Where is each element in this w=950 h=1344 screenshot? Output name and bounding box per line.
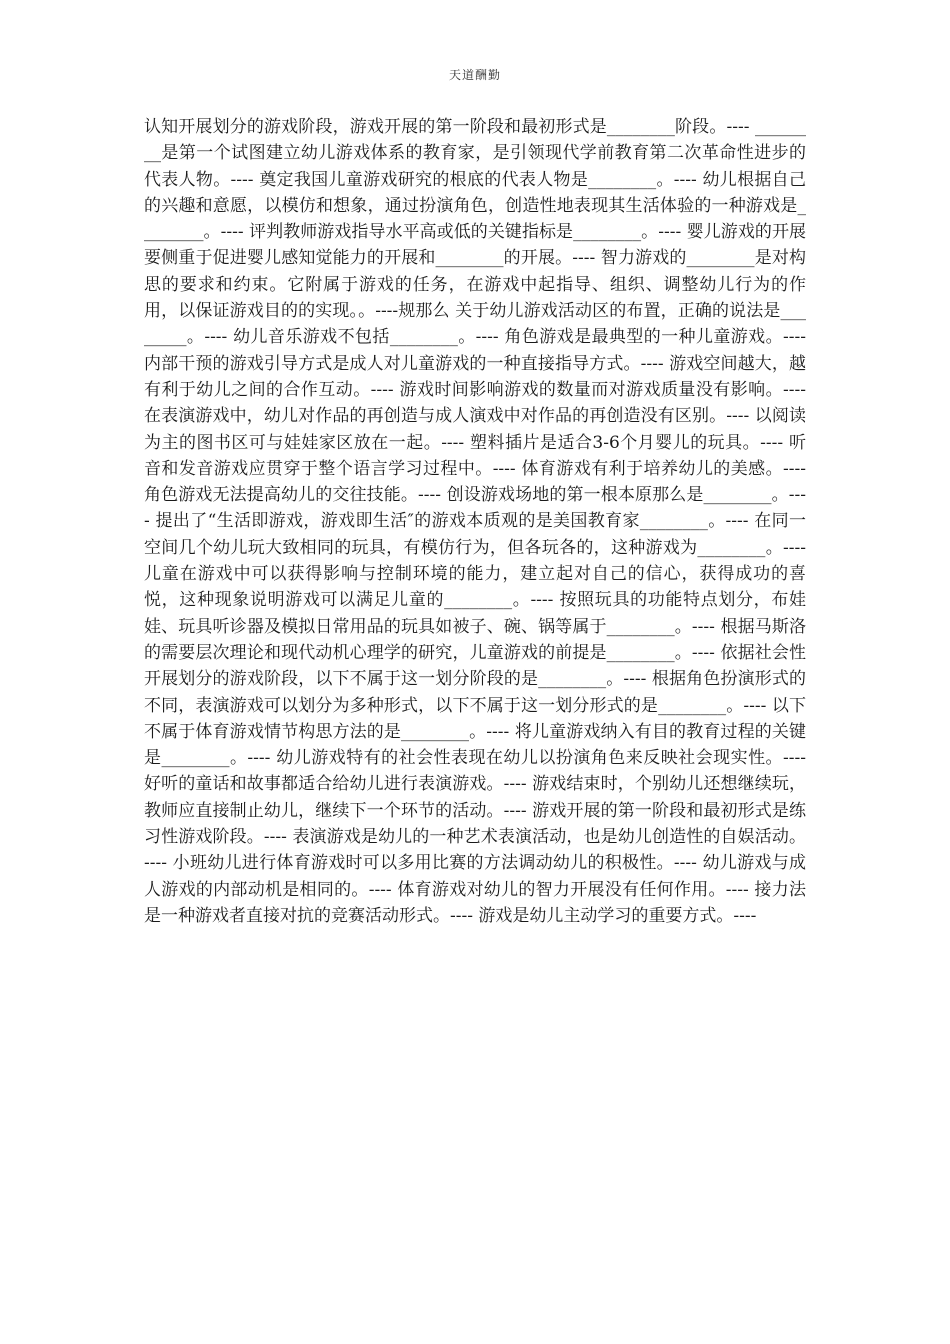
document-body-text: 认知开展划分的游戏阶段，游戏开展的第一阶段和最初形式是________阶段。---- ________是第一个试图建立幼儿游戏体系的教育家，是引领现代学前教育第二次革命性进步的代表人物。---- 奠定我国儿童游戏研究的根底的代表人物是________。---- 幼儿根据自己的兴趣和意愿，以模仿和想象，通过扮演角色，创造性地表现其生活体验的一种游戏是________。---- 评判教师游戏指导水平高或低的关键指标是________。---- 婴儿游戏的开展要侧重于促进婴儿感知觉能力的开展和________的开展。---- 智力游戏的________是对构思的要求和约束。它附属于游戏的任务，在游戏中起指导、组织、调整幼儿行为的作用，以保证游戏目的的实现。。----规那么 关于幼儿游戏活动区的布置，正确的说法是________。---- 幼儿音乐游戏不包括________。---- 角色游戏是最典型的一种儿童游戏。---- 内部干预的游戏引导方式是成人对儿童游戏的一种直接指导方式。---- 游戏空间越大，越有利于幼儿之间的合作互动。---- 游戏时间影响游戏的数量而对游戏质量没有影响。---- 在表演游戏中，幼儿对作品的再创造与成人演戏中对作品的再创造没有区别。---- 以阅读为主的图书区可与娃娃家区放在一起。---- 塑料插片是适合3-6个月婴儿的玩具。---- 听音和发音游戏应贯穿于整个语言学习过程中。---- 体育游戏有利于培养幼儿的美感。---- 角色游戏无法提高幼儿的交往技能。---- 创设游戏场地的第一根本原那么是________。---- 提出了“生活即游戏，游戏即生活″的游戏本质观的是美国教育家________。---- 在同一空间几个幼儿玩大致相同的玩具，有模仿行为，但各玩各的，这种游戏为________。---- 儿童在游戏中可以获得影响与控制环境的能力，建立起对自己的信心，获得成功的喜悦，这种现象说明游戏可以满足儿童的________。---- 按照玩具的功能特点划分，布娃娃、玩具听诊器及模拟日常用品的玩具如被子、碗、锅等属于________。---- 根据马斯洛的需要层次理论和现代动机心理学的研究，儿童游戏的前提是________。---- 依据社会性开展划分的游戏阶段，以下不属于这一划分阶段的是________。---- 根据角色扮演形式的不同，表演游戏可以划分为多种形式，以下不属于这一划分形式的是________。---- 以下不属于体育游戏情节构思方法的是________。---- 将儿童游戏纳入有目的教育过程的关键是________。---- 幼儿游戏特有的社会性表现在幼儿以扮演角色来反映社会现实性。---- 好听的童话和故事都适合给幼儿进行表演游戏。---- 游戏结束时，个别幼儿还想继续玩，教师应直接制止幼儿，继续下一个环节的活动。---- 游戏开展的第一阶段和最初形式是练习性游戏阶段。---- 表演游戏是幼儿的一种艺术表演活动，也是幼儿创造性的自娱活动。---- 小班幼儿进行体育游戏时可以多用比赛的方法调动幼儿的积极性。---- 幼儿游戏与成人游戏的内部动机是相同的。---- 体育游戏对幼儿的智力开展没有任何作用。---- 接力法是一种游戏者直接对抗的竞赛活动形式。---- 游戏是幼儿主动学习的重要方式。---- [144,117,812,926]
page-header: 天道酬勤 [448,68,501,82]
